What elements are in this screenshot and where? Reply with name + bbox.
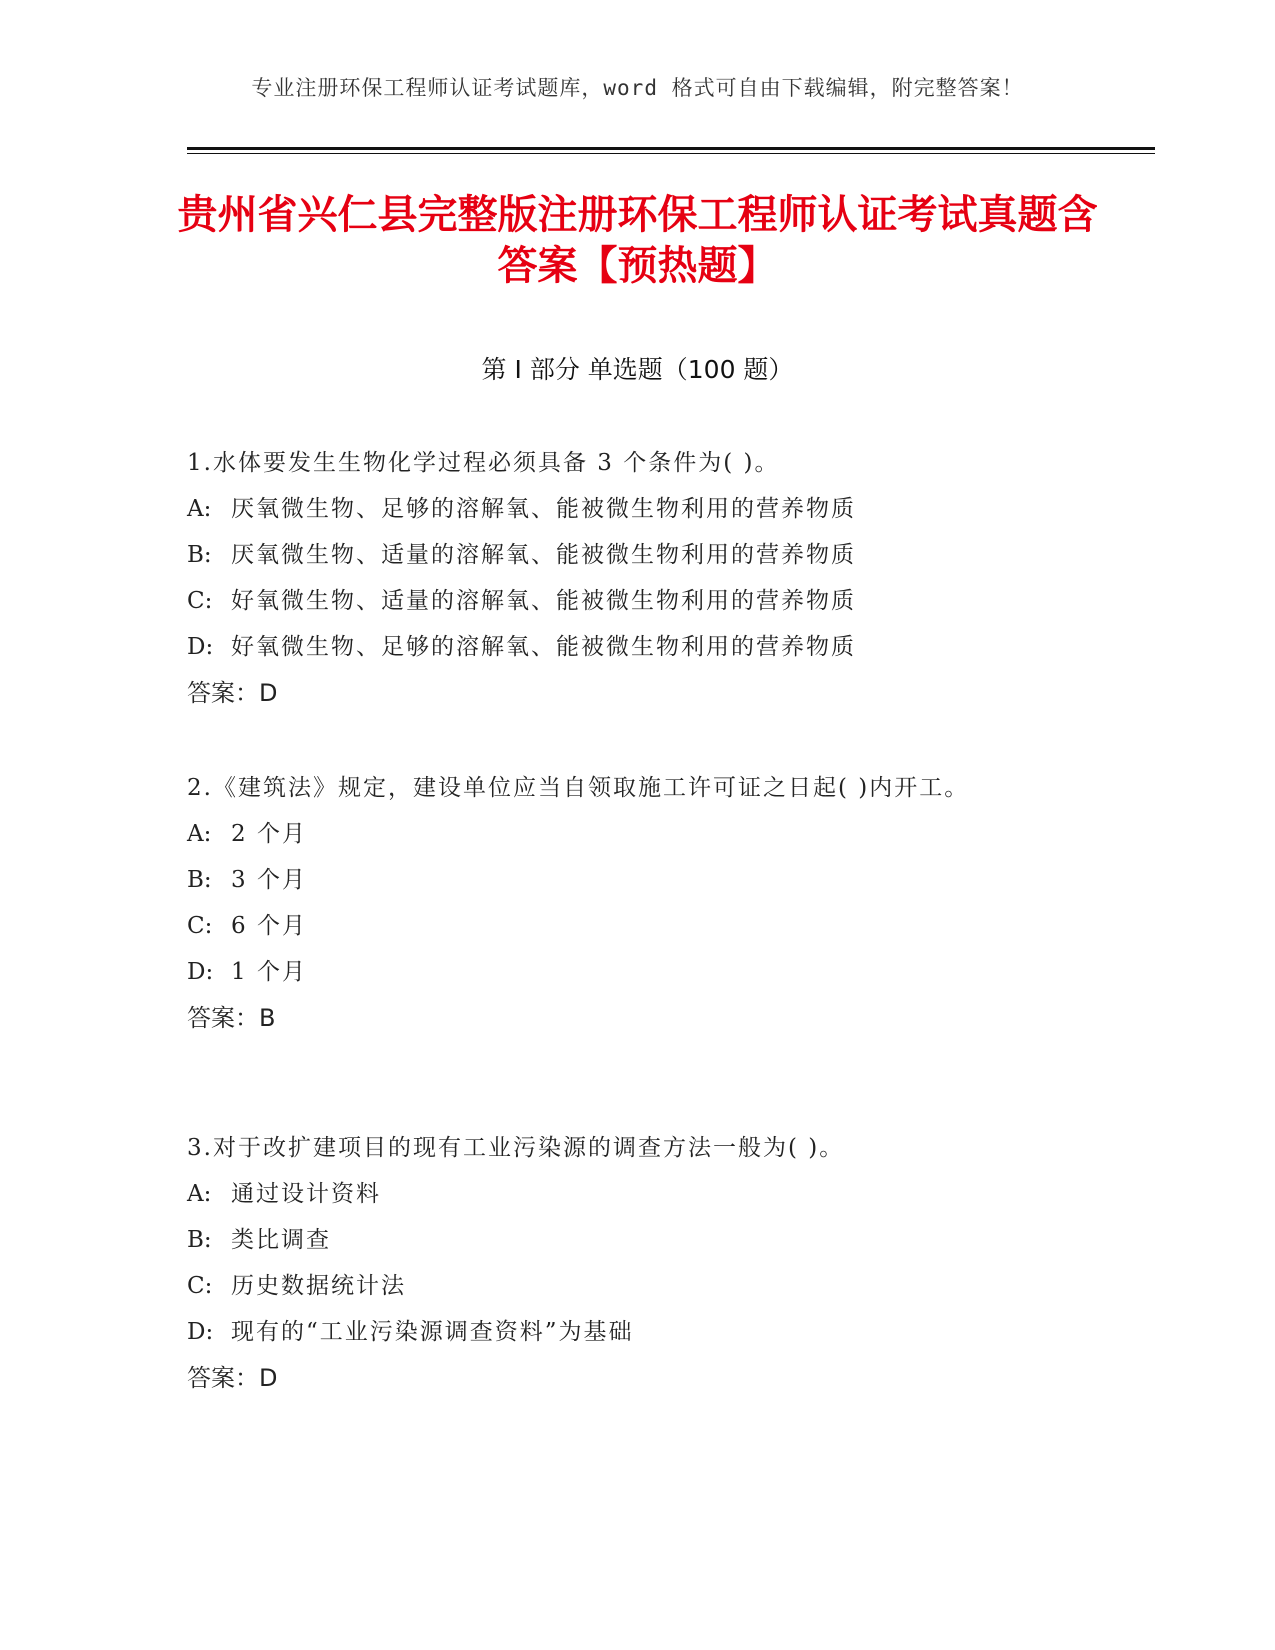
option-text: 2 个月 (231, 821, 307, 847)
question-2 (187, 765, 1067, 1041)
option-a (187, 486, 1067, 532)
option-b (187, 532, 1067, 578)
option-a (187, 1171, 1067, 1217)
option-a (187, 811, 1067, 857)
option-letter: A: (187, 496, 212, 522)
option-text: 历史数据统计法 (231, 1273, 406, 1299)
option-text: 通过设计资料 (231, 1181, 381, 1207)
option-letter: D: (187, 634, 214, 660)
option-text: 好氧微生物、适量的溶解氧、能被微生物利用的营养物质 (231, 588, 856, 614)
header-rule-thin (187, 153, 1155, 154)
document-title: 贵州省兴仁县完整版注册环保工程师认证考试真题含答案【预热题】 (177, 192, 1098, 289)
option-text: 类比调查 (231, 1227, 331, 1253)
option-b (187, 1217, 1067, 1263)
option-letter: A: (187, 821, 212, 847)
option-text: 1 个月 (231, 959, 307, 985)
option-text: 现有的“工业污染源调查资料”为基础 (231, 1319, 634, 1345)
option-letter: B: (187, 1227, 212, 1253)
option-text: 3 个月 (231, 867, 307, 893)
answer: 答案：D (187, 679, 278, 707)
header-rule-thick (187, 147, 1155, 150)
option-letter: D: (187, 1319, 214, 1345)
option-c (187, 903, 1067, 949)
question-3 (187, 1125, 1067, 1401)
option-text: 厌氧微生物、足够的溶解氧、能被微生物利用的营养物质 (231, 496, 856, 522)
question-stem: 2.《建筑法》规定，建设单位应当自领取施工许可证之日起( )内开工。 (187, 775, 970, 801)
option-text: 好氧微生物、足够的溶解氧、能被微生物利用的营养物质 (231, 634, 856, 660)
question-1 (187, 440, 1067, 716)
answer: 答案：B (187, 1004, 276, 1032)
section-title: 第 I 部分 单选题（100 题） (481, 355, 794, 384)
option-c (187, 578, 1067, 624)
option-letter: A: (187, 1181, 212, 1207)
option-letter: D: (187, 959, 214, 985)
option-d (187, 1309, 1067, 1355)
option-text: 6 个月 (231, 913, 307, 939)
question-stem: 3.对于改扩建项目的现有工业污染源的调查方法一般为( )。 (187, 1135, 845, 1161)
option-b (187, 857, 1067, 903)
option-letter: C: (187, 588, 213, 614)
answer: 答案：D (187, 1364, 278, 1392)
option-letter: B: (187, 542, 212, 568)
option-letter: C: (187, 913, 213, 939)
header-note: 专业注册环保工程师认证考试题库，word 格式可自由下载编辑，附完整答案！ (251, 76, 1024, 100)
option-letter: C: (187, 1273, 213, 1299)
option-c (187, 1263, 1067, 1309)
option-d (187, 624, 1067, 670)
option-letter: B: (187, 867, 212, 893)
option-d (187, 949, 1067, 995)
option-text: 厌氧微生物、适量的溶解氧、能被微生物利用的营养物质 (231, 542, 856, 568)
question-stem: 1.水体要发生生物化学过程必须具备 3 个条件为( )。 (187, 450, 780, 476)
